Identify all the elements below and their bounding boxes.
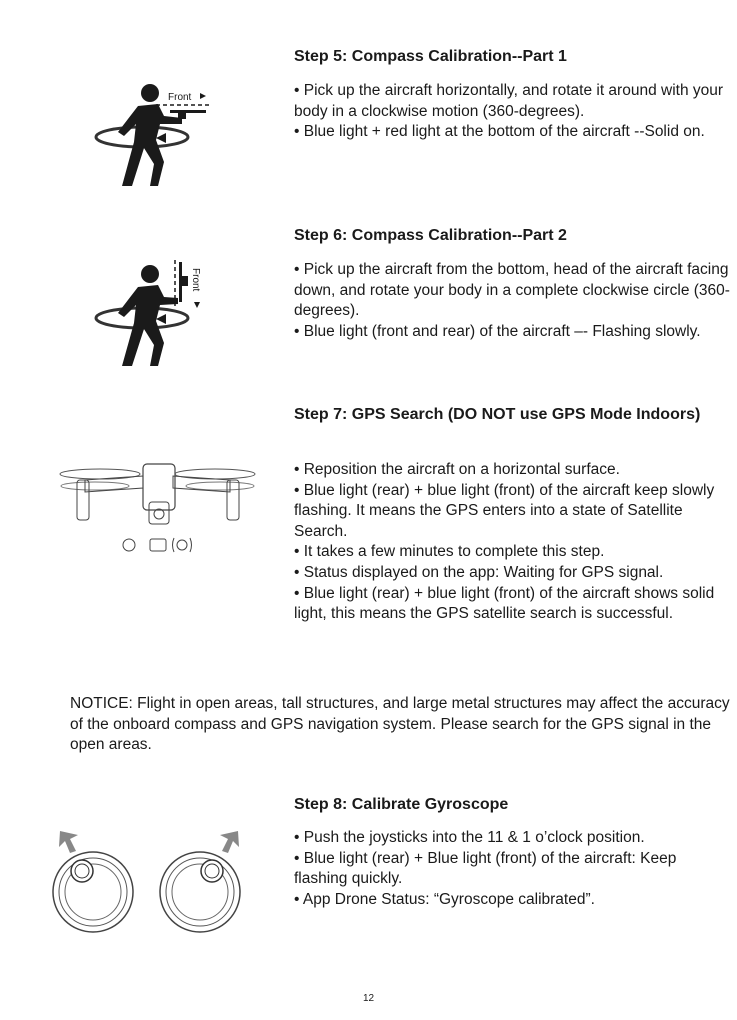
step7-line-4: • Status displayed on the app: Waiting for GPS signal. bbox=[294, 563, 664, 581]
front-arrow-icon bbox=[200, 93, 206, 99]
step8-line-3: • App Drone Status: “Gyroscope calibrated”. bbox=[294, 890, 595, 908]
drone-status-icon bbox=[150, 539, 166, 551]
step6-line-1: • Pick up the aircraft from the bottom, head of the aircraft facing down, and rotate your body in a complete clockwise circle (360-degrees). bbox=[294, 261, 730, 320]
step6-line-2: • Blue light (front and rear) of the aircraft –- Flashing slowly. bbox=[294, 322, 701, 340]
step7-line-1: • Reposition the aircraft on a horizontal surface. bbox=[294, 461, 620, 478]
step7-line-3: • It takes a few minutes to complete this step. bbox=[294, 543, 605, 561]
propeller-right-icon bbox=[175, 469, 255, 479]
step7-line-2: • Blue light (rear) + blue light (front) of the aircraft keep slowly flashing. It means the GPS enters into a state of Satellite Search. bbox=[294, 481, 715, 540]
compass-status-icon bbox=[123, 539, 135, 551]
person-head bbox=[141, 265, 159, 283]
front-label: Front bbox=[190, 268, 201, 292]
step7-line-5: • Blue light (rear) + blue light (front) of the aircraft shows solid light, this means the GPS satellite search is successful. bbox=[294, 584, 715, 623]
left-arrow-icon bbox=[59, 831, 78, 853]
right-joystick-icon bbox=[160, 831, 240, 932]
step8-line-2: • Blue light (rear) + Blue light (front) of the aircraft: Keep flashing quickly. bbox=[294, 849, 677, 888]
person-head bbox=[141, 84, 159, 102]
compass-part2-illustration bbox=[90, 256, 220, 368]
right-arrow-icon bbox=[220, 831, 239, 853]
left-joystick-icon bbox=[53, 831, 133, 932]
front-label: Front bbox=[168, 92, 192, 103]
step8-body bbox=[294, 828, 734, 910]
compass-part1-illustration bbox=[90, 82, 220, 192]
page-number: 12 bbox=[362, 993, 375, 1004]
gps-status-icon bbox=[177, 540, 187, 550]
step6-title: Step 6: Compass Calibration--Part 2 bbox=[294, 227, 567, 244]
step8-title: Step 8: Calibrate Gyroscope bbox=[294, 796, 509, 813]
step5-line-1: • Pick up the aircraft horizontally, and rotate it around with your body in a clockwise motion (360-degrees). bbox=[294, 82, 724, 120]
step7-body bbox=[294, 460, 734, 625]
front-arrow-icon bbox=[194, 302, 200, 308]
drone-gps-illustration bbox=[55, 458, 265, 558]
step5-body bbox=[294, 81, 734, 143]
drone-body-icon bbox=[143, 464, 175, 510]
step7-title: Step 7: GPS Search (DO NOT use GPS Mode Indoors) bbox=[294, 406, 701, 423]
step8-line-1: • Push the joysticks into the 11 & 1 o’clock position. bbox=[294, 829, 645, 846]
arrow-icon bbox=[156, 314, 166, 324]
step6-body bbox=[294, 260, 734, 342]
arrow-icon bbox=[156, 133, 166, 143]
notice-text: NOTICE: Flight in open areas, tall structures, and large metal structures may affect the accuracy of the onboard compass and GPS navigation system. Please search for the GPS signal in the open areas. bbox=[70, 695, 730, 754]
joysticks-illustration bbox=[50, 825, 250, 940]
drone-icon bbox=[178, 112, 186, 119]
step5-title: Step 5: Compass Calibration--Part 1 bbox=[294, 48, 567, 65]
step5-line-2: • Blue light + red light at the bottom of the aircraft --Solid on. bbox=[294, 123, 705, 141]
